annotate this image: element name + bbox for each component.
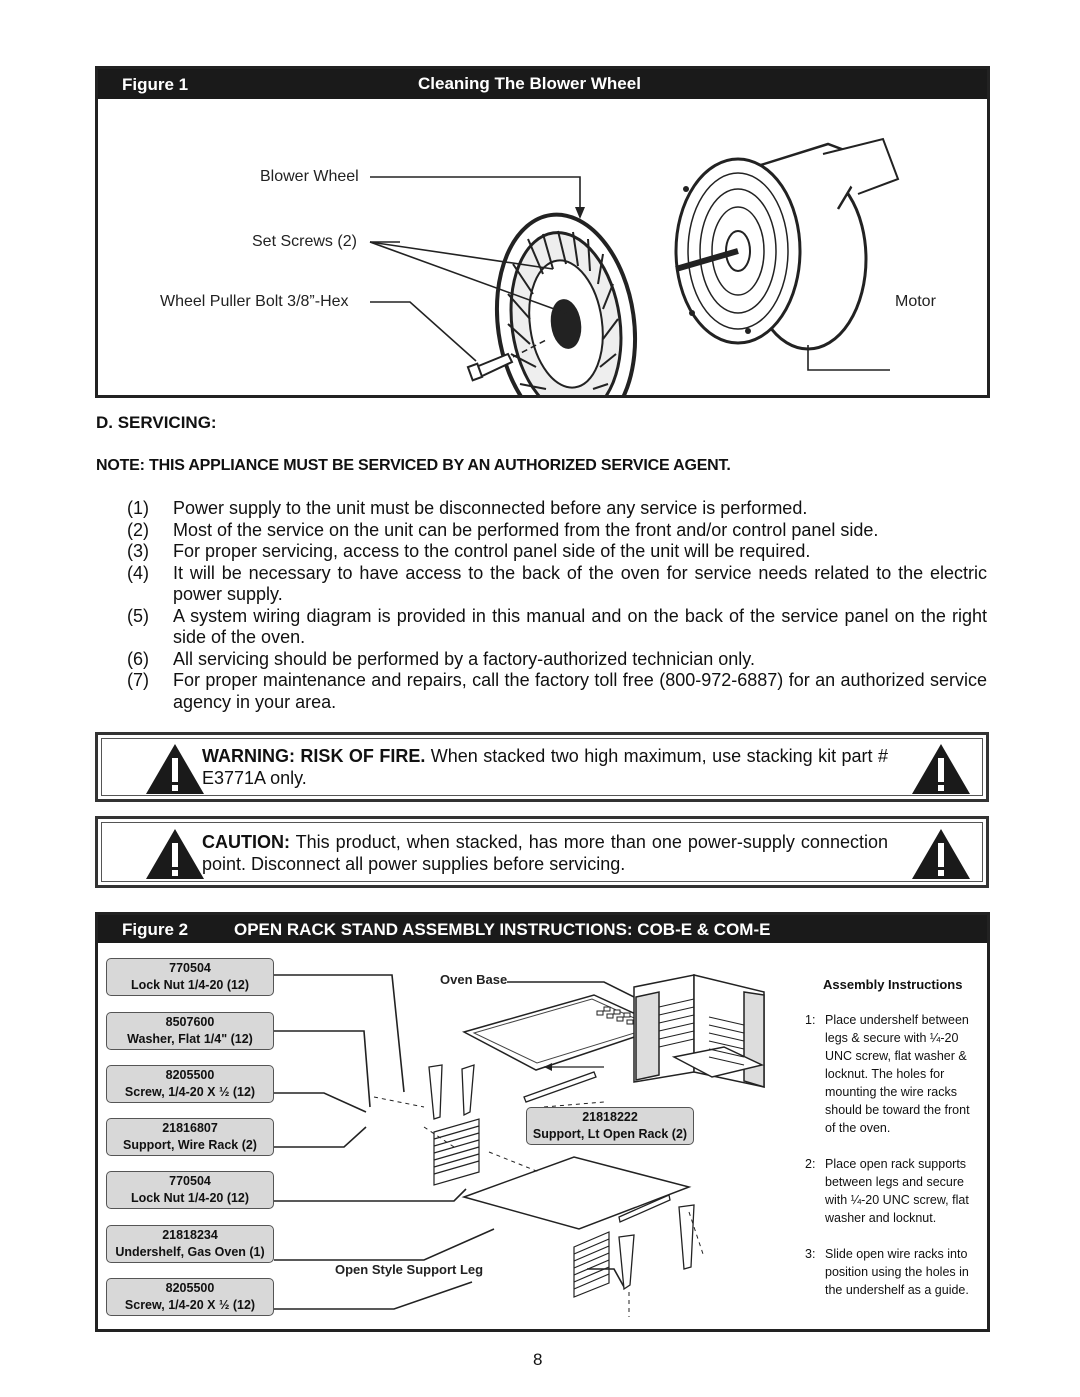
caution-triangle-icon [910,827,972,881]
figure-1-number: Figure 1 [122,75,189,94]
list-item: (1) Power supply to the unit must be disconnected before any service is performed. [127,498,808,518]
list-item: (4) It will be necessary to have access to the back of the oven for service needs related to the electric power supply. [127,562,987,604]
page-number: 8 [533,1350,543,1369]
part-tag: 21816807 Support, Wire Rack (2) [106,1118,274,1156]
list-item: (5) A system wiring diagram is provided in this manual and on the back of the service panel on the right side of the oven. [127,605,987,647]
center-part-tag: 21818222 Support, Lt Open Rack (2) [526,1107,694,1145]
figure-2-header [98,915,987,943]
figure-2-title: OPEN RACK STAND ASSEMBLY INSTRUCTIONS: COB-E & COM-E [234,920,771,939]
part-tag: 770504 Lock Nut 1/4-20 (12) [106,1171,274,1209]
servicing-list [123,498,987,713]
warning-label: WARNING: RISK OF FIRE. [202,746,426,766]
list-item: (3) For proper servicing, access to the control panel side of the unit will be required. [127,541,811,561]
callout-motor: Motor [895,293,936,310]
figure-2 [95,912,990,1332]
caution-box [95,816,989,888]
warning-text [202,745,888,789]
assembly-step: 1: Place undershelf between legs & secure with ¼-20 UNC screw, flat washer & locknut. The holes for mounting the wire racks should be toward the front of the oven. [805,1013,970,1135]
part-tag: 770504 Lock Nut 1/4-20 (12) [106,958,274,996]
list-item: (7) For proper maintenance and repairs, call the factory toll free (800-972-6887) for an authorized service agency in your area. [127,670,987,712]
part-tag: 8205500 Screw, 1/4-20 X ½ (12) [106,1065,274,1103]
assembly-instructions-title: Assembly Instructions [823,977,963,992]
figure-1-title: Cleaning The Blower Wheel [418,74,641,93]
motor-illustration [676,139,898,349]
caution-triangle-icon [144,827,206,881]
blower-wheel-illustration [483,206,648,395]
oven-base-label: Oven Base [440,972,508,987]
servicing-heading: D. SERVICING: [96,413,217,432]
part-tag: 8507600 Washer, Flat 1/4" (12) [106,1012,274,1050]
list-item: (6) All servicing should be performed by a factory-authorized technician only. [127,648,755,669]
warning-box [95,732,989,802]
caution-label: CAUTION: [202,832,290,852]
figure-2-number: Figure 2 [122,920,189,939]
blower-wheel-diagram [98,99,987,395]
caution-text [202,831,888,875]
assembly-step: 3: Slide open wire racks into position using the holes in the undershelf as a guide. [805,1247,969,1297]
callout-blower-wheel: Blower Wheel [260,168,359,185]
support-leg-label: Open Style Support Leg [335,1262,484,1277]
caution-body: This product, when stacked, has more than one power-supply connection point. Disconnect all power supplies before servicing. [202,832,888,874]
servicing-note: NOTE: THIS APPLIANCE MUST BE SERVICED BY AN AUTHORIZED SERVICE AGENT. [96,457,731,474]
list-item: (2) Most of the service on the unit can be performed from the front and/or control panel side. [127,519,879,540]
warning-body: When stacked two high maximum, use stacking kit part # E3771A only. [202,746,888,788]
part-tag: 21818234 Undershelf, Gas Oven (1) [106,1225,274,1263]
figure-1 [95,66,990,398]
warning-triangle-icon [144,742,206,796]
part-tag: 8205500 Screw, 1/4-20 X ½ (12) [106,1278,274,1316]
warning-triangle-icon [910,742,972,796]
callout-puller-bolt: Wheel Puller Bolt 3/8”-Hex [160,293,349,310]
assembly-step: 2: Place open rack supports between legs and secure with ¼-20 UNC screw, flat washer and locknut. [805,1157,969,1225]
callout-set-screws: Set Screws (2) [252,233,357,250]
figure-1-header [98,69,987,99]
